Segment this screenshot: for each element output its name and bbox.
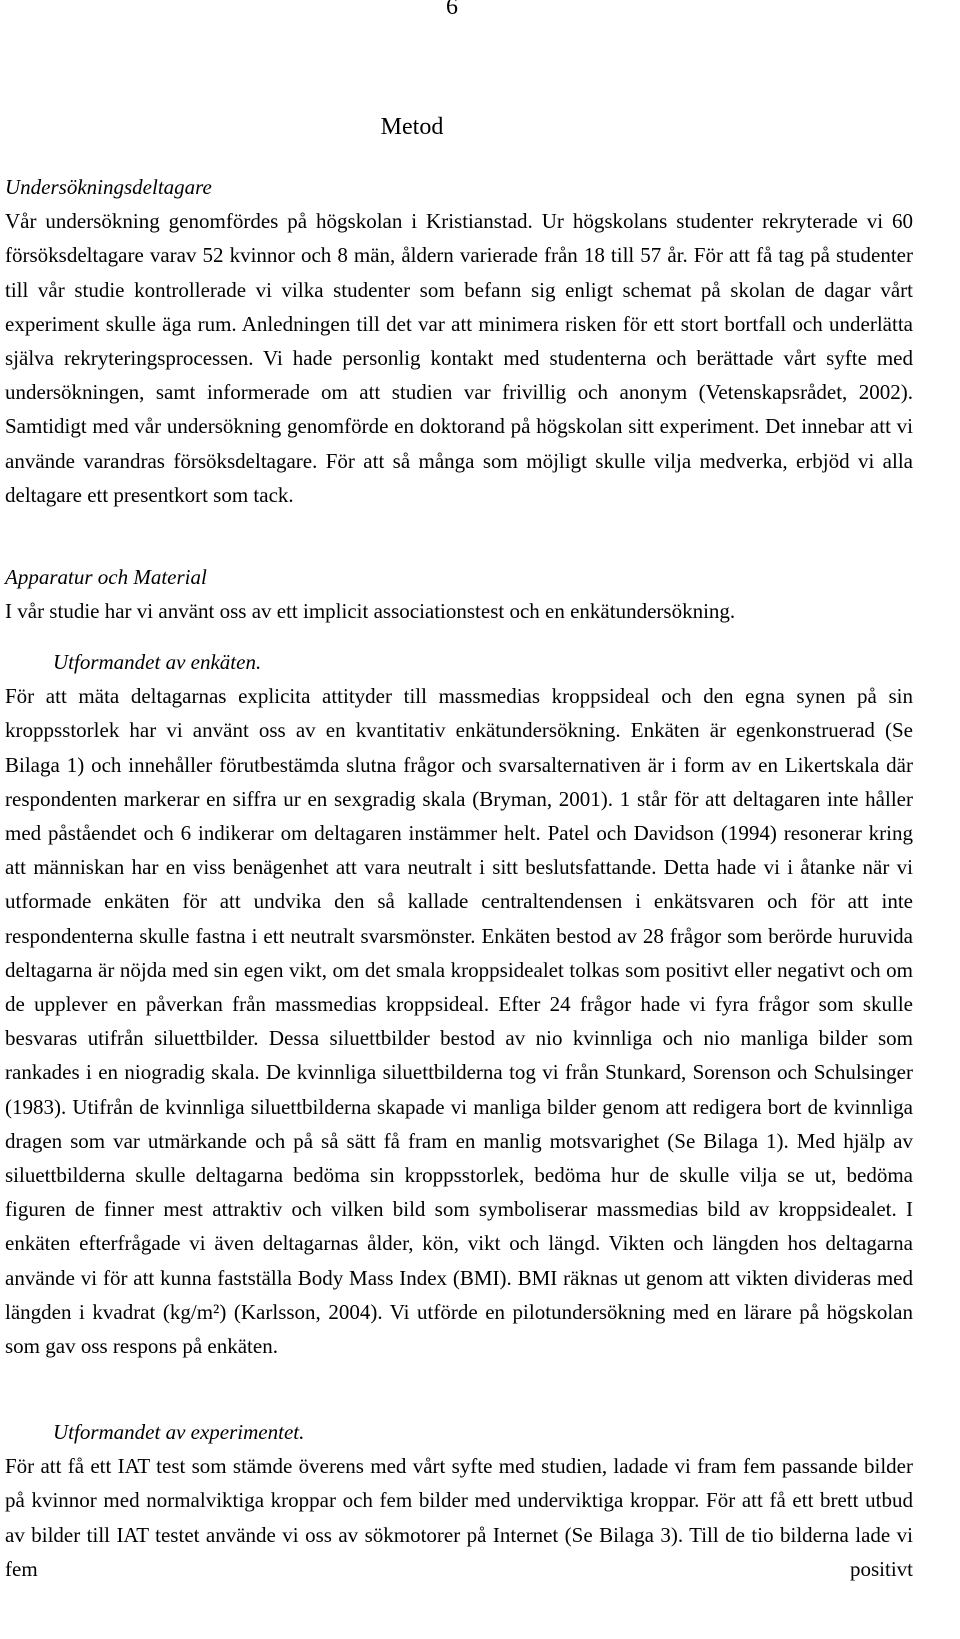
survey-title: Utformandet av enkäten. bbox=[53, 650, 262, 674]
page-number: 6 bbox=[446, 0, 458, 20]
participants-title: Undersökningsdeltagare bbox=[5, 175, 212, 199]
survey-section bbox=[5, 645, 913, 1363]
section-heading-method: Metod bbox=[380, 114, 444, 140]
apparatus-paragraph: I vår studie har vi använt oss av ett implicit associationstest och en enkätundersökning. bbox=[5, 599, 736, 624]
survey-paragraph: För att mäta deltagarnas explicita attityder till massmedias kroppsideal och den egna synen på sin kroppsstorlek har vi använt oss av en kvantitativ enkätundersökning. Enkäten är egenkonstruerad (Se Bilaga 1) och innehåller förutbestämda slutna frågor och svarsalternativen är i form av en Likertskala där respondenten markerar en siffra ur en sexgradig skala (Bryman, 2001). 1 står för att deltagaren inte håller med påståendet och 6 indikerar om deltagaren instämmer helt. Patel och Davidson (1994) resonerar kring att människan har en viss benägenhet att vara neutralt i sitt beslutsfattande. Detta hade vi i åtanke när vi utformade enkäten för att undvika den så kallade centraltendensen i enkätsvaren och för att inte respondenterna skulle fastna i ett neutralt svarsmönster. Enkäten bestod av 28 frågor som berörde huruvida deltagarna är nöjda med sin egen vikt, om det smala kroppsidealet tolkas som positivt eller negativt och om de upplever en påverkan från massmedias kroppsideal. Efter 24 frågor hade vi fyra frågor som skulle besvaras utifrån siluettbilder. Dessa siluettbilder bestod av nio kvinnliga och nio manliga bilder som rankades i en niogradig skala. De kvinnliga siluettbilderna tog vi från Stunkard, Sorenson och Schulsinger (1983). Utifrån de kvinnliga siluettbilderna skapade vi manliga bilder genom att redigera bort de kvinnliga dragen som var utmärkande och på så sätt få fram en manlig motsvarighet (Se Bilaga 1). Med hjälp av siluettbilderna skulle deltagarna bedöma sin kroppsstorlek, bedöma hur de skulle vilja se ut, bedöma figuren de finner mest attraktiv och vilken bild som symboliserar massmedias bild av kroppsidealet. I enkäten efterfrågade vi även deltagarnas ålder, kön, vikt och längd. Vikten och längden hos deltagarna använde vi för att kunna fastställa Body Mass Index (BMI). BMI räknas ut genom att vikten divideras med längden i kvadrat (kg/m²) (Karlsson, 2004). Vi utförde en pilotundersökning med en lärare på högskolan som gav oss respons på enkäten. bbox=[5, 684, 913, 1359]
apparatus-section bbox=[5, 560, 913, 628]
experiment-section bbox=[5, 1415, 913, 1586]
participants-paragraph: Vår undersökning genomfördes på högskolan i Kristianstad. Ur högskolans studenter rekryterade vi 60 försöksdeltagare varav 52 kvinnor och 8 män, åldern varierade från 18 till 57 år. För att få tag på studenter till vår studie kontrollerade vi vilka studenter som befann sig enligt schemat på skolan de dagar vårt experiment skulle äga rum. Anledningen till det var att minimera risken för ett stort bortfall och underlätta själva rekryteringsprocessen. Vi hade personlig kontakt med studenterna och berättade vårt syfte med undersökningen, samt informerade om att studien var frivillig och anonym (Vetenskapsrådet, 2002). Samtidigt med vår undersökning genomförde en doktorand på högskolan sitt experiment. Det innebar att vi använde varandras försöksdeltagare. För att så många som möjligt skulle vilja medverka, erbjöd vi alla deltagare ett presentkort som tack. bbox=[5, 209, 913, 507]
experiment-title: Utformandet av experimentet. bbox=[53, 1420, 305, 1444]
participants-section bbox=[5, 170, 913, 512]
experiment-paragraph: För att få ett IAT test som stämde överens med vårt syfte med studien, ladade vi fram fem passande bilder på kvinnor med normalviktiga kroppar och fem bilder med underviktiga kroppar. För att få ett brett utbud av bilder till IAT testet använde vi oss av sökmotorer på Internet (Se Bilaga 3). Till de tio bilderna lade vi fem positivt bbox=[5, 1454, 913, 1581]
apparatus-title: Apparatur och Material bbox=[5, 565, 207, 589]
